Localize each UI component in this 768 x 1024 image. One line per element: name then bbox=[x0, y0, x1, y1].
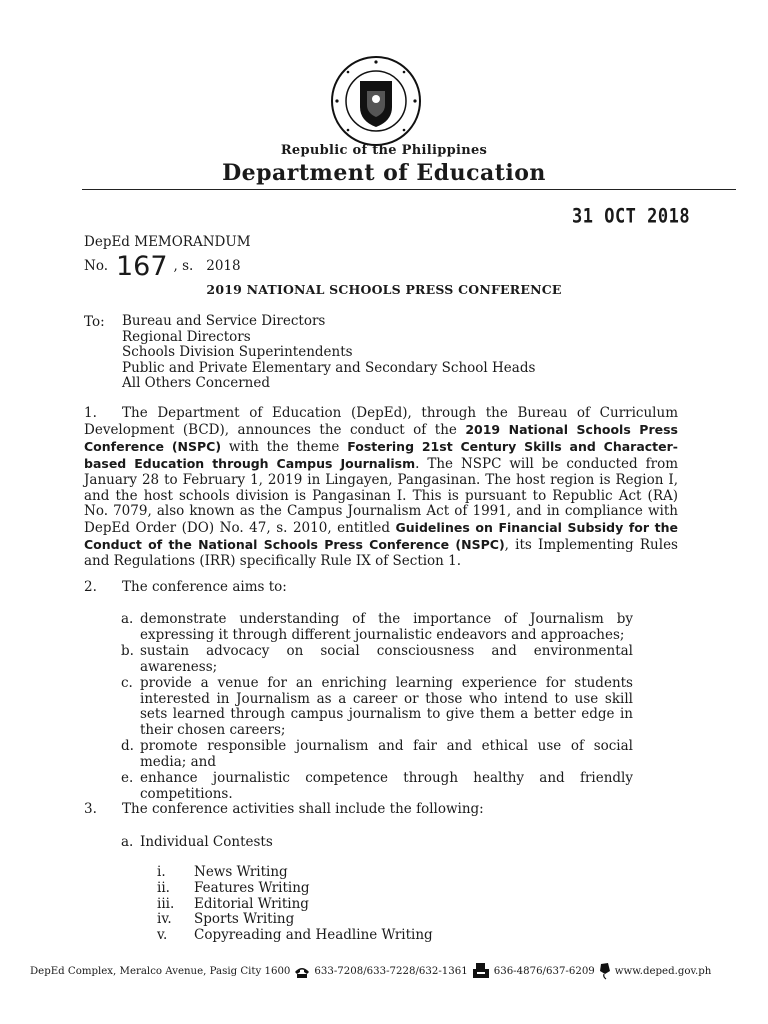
memo-number: 167 bbox=[116, 251, 168, 282]
recipient-list bbox=[122, 314, 535, 392]
paragraph-number: 3. bbox=[84, 801, 97, 817]
list-item bbox=[157, 865, 433, 881]
footer-phones: 633-7208/633-7228/632-1361 bbox=[314, 965, 468, 977]
list-marker: a. bbox=[121, 834, 134, 850]
list-marker: a. bbox=[121, 611, 134, 627]
contest-category-label: Individual Contests bbox=[140, 834, 273, 850]
list-item bbox=[121, 739, 633, 771]
recipient-item: Public and Private Elementary and Secondary School Heads bbox=[122, 359, 536, 376]
memo-label: DepEd MEMORANDUM bbox=[84, 234, 251, 250]
contest-label: News Writing bbox=[194, 864, 288, 880]
paragraph-text: The conference aims to: bbox=[122, 579, 287, 595]
list-item bbox=[121, 771, 633, 803]
paragraph-1 bbox=[84, 406, 678, 570]
republic-heading: Republic of the Philippines bbox=[280, 143, 488, 158]
paragraph-text: The conference activities shall include the following: bbox=[122, 801, 484, 817]
paragraph-text: . The NSPC will be conducted from January 28 to February 1, 2019 in Lingayen, Pangasinan. The host region is Region I, and the host schools division is Pangasinan I. This is pursuant to Republic Act (RA) No. 7079, also known as the Campus Journalism Act of 1991, and in compliance with DepEd Order (DO) No. 47, s. 2010, entitled bbox=[84, 455, 678, 537]
list-item-text: sustain advocacy on social consciousness and environmental awareness; bbox=[140, 642, 633, 675]
paragraph-text: with the theme bbox=[221, 438, 348, 455]
aims-list bbox=[121, 612, 633, 803]
list-item bbox=[121, 676, 633, 740]
recipient-item: All Others Concerned bbox=[122, 375, 271, 392]
contest-category bbox=[121, 834, 273, 850]
list-item-text: provide a venue for an enriching learning experience for students interested in Journalism as a career or those who intend to use skill sets learned through campus journalism to give them a better edge in their chosen careers; bbox=[140, 674, 633, 739]
recipient-item: Regional Directors bbox=[122, 328, 251, 345]
contest-label: Sports Writing bbox=[194, 911, 295, 928]
contest-label: Editorial Writing bbox=[194, 895, 309, 912]
list-marker: d. bbox=[121, 738, 134, 755]
memo-series-label: , s. bbox=[173, 258, 194, 274]
paragraph-2 bbox=[84, 580, 678, 596]
guidelines-title-bold: Guidelines on Financial Subsidy for the Conduct of the National Schools Press Conference (NSPC) bbox=[84, 520, 678, 553]
paragraph-number: 1. bbox=[84, 405, 97, 421]
roman-numeral: v. bbox=[157, 927, 168, 944]
list-marker: b. bbox=[121, 642, 134, 659]
list-item bbox=[157, 928, 433, 944]
list-marker: e. bbox=[121, 770, 134, 787]
event-name-bold: 2019 National Schools Press Conference (NSPC) bbox=[84, 421, 678, 454]
roman-numeral: ii. bbox=[157, 879, 170, 896]
footer bbox=[30, 962, 730, 980]
paragraph-3 bbox=[84, 802, 678, 818]
footer-address: DepEd Complex, Meralco Avenue, Pasig City 1600 bbox=[30, 965, 291, 977]
list-item bbox=[121, 644, 633, 676]
memo-title: 2019 NATIONAL SCHOOLS PRESS CONFERENCE bbox=[206, 282, 562, 297]
memo-no-prefix: No. bbox=[84, 258, 108, 274]
mouse-icon bbox=[598, 962, 612, 980]
contest-label: Features Writing bbox=[194, 879, 310, 896]
phone-icon bbox=[293, 963, 311, 979]
list-item bbox=[157, 881, 433, 897]
roman-numeral: iii. bbox=[157, 895, 175, 912]
list-item-text: enhance journalistic competence through healthy and friendly competitions. bbox=[140, 770, 633, 802]
paragraph-text: , its Implementing Rules and Regulations (IRR) specifically Rule IX of Section 1. bbox=[84, 537, 678, 570]
footer-website: www.deped.gov.ph bbox=[614, 965, 712, 977]
contest-label: Copyreading and Headline Writing bbox=[194, 927, 433, 944]
roman-numeral: iv. bbox=[157, 911, 172, 928]
footer-fax: 636-4876/637-6209 bbox=[493, 965, 595, 977]
header-divider bbox=[82, 189, 736, 190]
list-item bbox=[121, 612, 633, 644]
list-item-text: promote responsible journalism and fair and ethical use of social media; and bbox=[140, 738, 633, 771]
roman-numeral: i. bbox=[157, 864, 166, 880]
list-marker: c. bbox=[121, 674, 133, 691]
fax-icon bbox=[471, 962, 491, 980]
list-item-text: demonstrate understanding of the importance of Journalism by expressing it through different journalistic endeavors and approaches; bbox=[140, 611, 633, 643]
date-stamp: 31 OCT 2018 bbox=[572, 205, 691, 228]
recipient-item: Schools Division Superintendents bbox=[122, 344, 353, 361]
list-item bbox=[157, 912, 433, 928]
list-item bbox=[157, 897, 433, 913]
department-heading: Department of Education bbox=[222, 160, 546, 186]
memo-year: 2018 bbox=[206, 258, 241, 274]
paragraph-text: The Department of Education (DepEd), through the Bureau of Curriculum Development (BCD), announces the conduct of the bbox=[84, 405, 678, 438]
memo-number-line bbox=[84, 246, 241, 282]
to-label: To: bbox=[84, 314, 105, 330]
deped-seal-icon bbox=[330, 55, 422, 147]
recipient-item: Bureau and Service Directors bbox=[122, 313, 326, 329]
paragraph-number: 2. bbox=[84, 579, 97, 595]
contest-list bbox=[157, 865, 433, 944]
theme-bold: Fostering 21st Century Skills and Character-based Education through Campus Journalism bbox=[84, 438, 678, 471]
